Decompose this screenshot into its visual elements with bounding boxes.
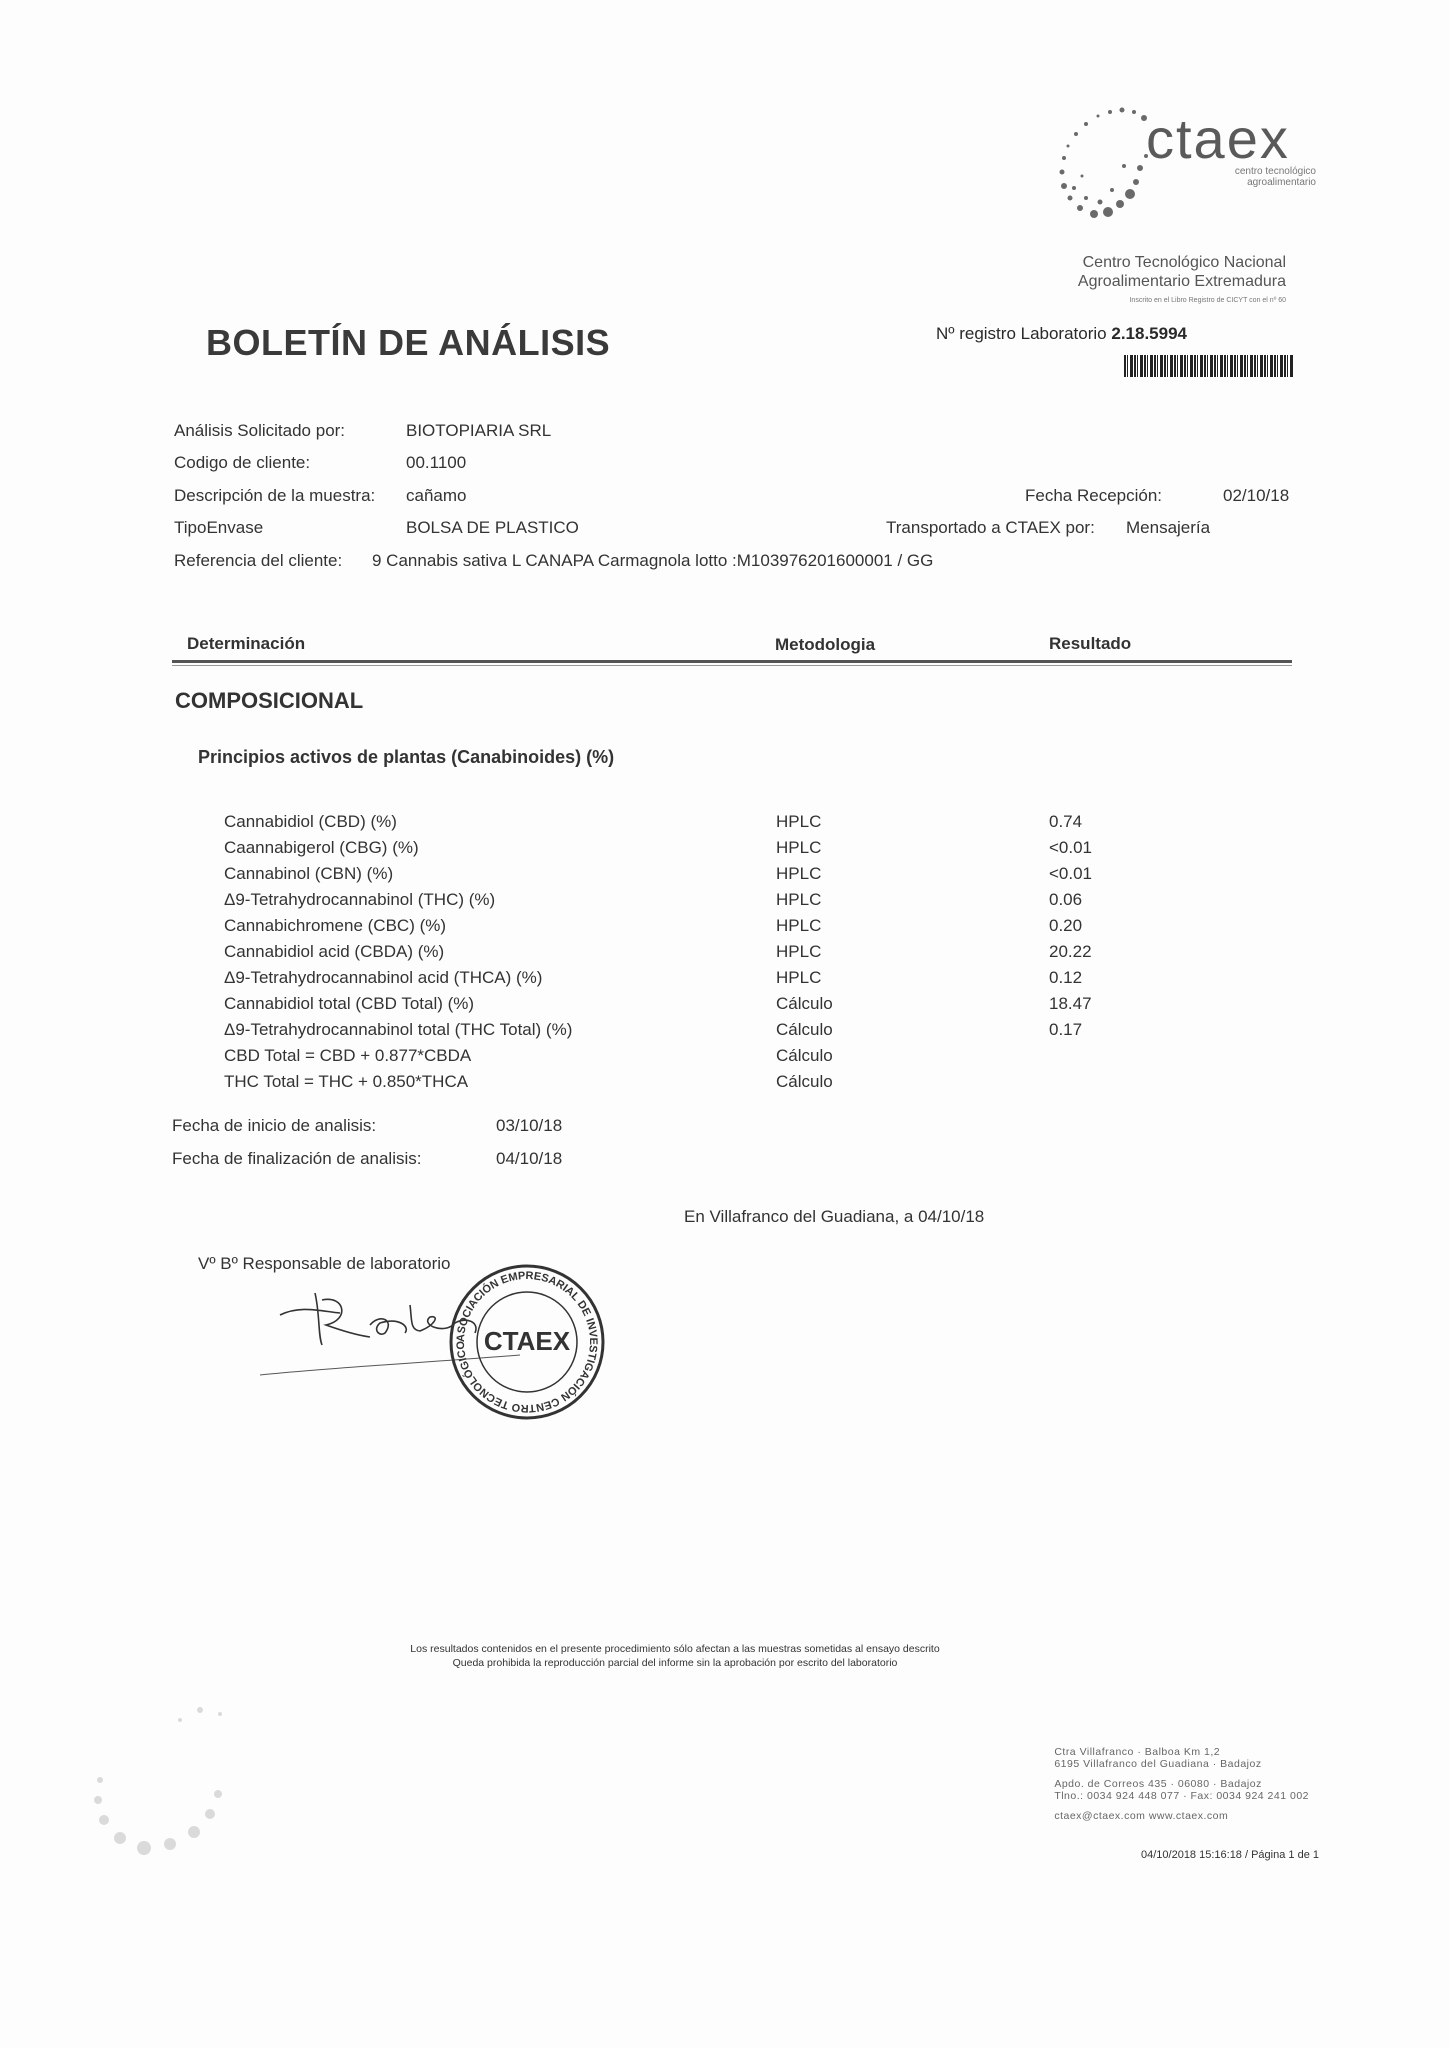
- lugar-fecha: En Villafranco del Guadiana, a 04/10/18: [684, 1207, 985, 1226]
- col-resultado: Resultado: [1049, 634, 1132, 653]
- row-method: HPLC: [776, 916, 822, 935]
- registro-label: Nº registro Laboratorio: [936, 324, 1107, 343]
- row-name: Cannabichromene (CBC) (%): [224, 916, 447, 935]
- barcode-icon: [1124, 355, 1294, 377]
- transporte-value: Mensajería: [1126, 518, 1211, 537]
- codigo-value: 00.1100: [406, 453, 467, 472]
- table-row: [0, 864, 1449, 890]
- row-result: <0.01: [1049, 838, 1093, 857]
- table-row: [0, 942, 1449, 968]
- table-row: [0, 812, 1449, 838]
- row-name: Δ9-Tetrahydrocannabinol acid (THCA) (%): [224, 968, 543, 987]
- row-result: <0.01: [1049, 864, 1093, 883]
- descripcion-value: cañamo: [406, 486, 467, 505]
- row-result: 0.17: [1049, 1020, 1083, 1039]
- table-row: [0, 890, 1449, 916]
- row-method: Cálculo: [776, 994, 833, 1013]
- descripcion-label: Descripción de la muestra:: [174, 486, 376, 505]
- header-rule: [172, 660, 1292, 663]
- row-name: Caannabigerol (CBG) (%): [224, 838, 419, 857]
- envase-label: TipoEnvase: [174, 518, 264, 537]
- row-name: Cannabidiol (CBD) (%): [224, 812, 397, 831]
- signature-label: Vº Bº Responsable de laboratorio: [198, 1254, 451, 1273]
- subsection-title: Principios activos de plantas (Canabinoides) (%): [198, 747, 615, 767]
- fin-value: 04/10/18: [496, 1149, 563, 1168]
- row-result: 0.12: [1049, 968, 1083, 987]
- row-result: 20.22: [1049, 942, 1092, 961]
- fin-label: Fecha de finalización de analisis:: [172, 1149, 422, 1168]
- stamp-ring-text: ASOCIACIÓN EMPRESARIAL DE INVESTIGACIÓN CENTRO TECNOLÓGICO: [454, 1269, 600, 1415]
- referencia-value: 9 Cannabis sativa L CANAPA Carmagnola lotto :M103976201600001 / GG: [372, 551, 934, 570]
- row-name: Cannabidiol total (CBD Total) (%): [224, 994, 475, 1013]
- row-method: Cálculo: [776, 1020, 833, 1039]
- address: Ctra Villafranco · Balboa Km 1,2 6195 Villafranco del Guadiana · Badajoz Apdo. de Correos 435 · 06080 · Badajoz Tlno.: 0034 924 448 077 · Fax: 0034 924 241 002 ctaex@ctaex.com www.ctaex.com: [1054, 1746, 1309, 1822]
- row-name: CBD Total = CBD + 0.877*CBDA: [224, 1046, 472, 1065]
- row-result: 0.74: [1049, 812, 1083, 831]
- row-name: Δ9-Tetrahydrocannabinol (THC) (%): [224, 890, 496, 909]
- envase-value: BOLSA DE PLASTICO: [406, 518, 579, 537]
- col-metodologia: Metodologia: [775, 635, 876, 654]
- fecha-recepcion-label: Fecha Recepción:: [1025, 486, 1163, 505]
- col-determinacion: Determinación: [187, 634, 306, 653]
- row-result: 18.47: [1049, 994, 1092, 1013]
- row-method: Cálculo: [776, 1046, 833, 1065]
- row-method: HPLC: [776, 864, 822, 883]
- table-row: [0, 1046, 1449, 1072]
- referencia-label: Referencia del cliente:: [174, 551, 343, 570]
- table-row: [0, 1072, 1449, 1098]
- row-name: THC Total = THC + 0.850*THCA: [224, 1072, 469, 1091]
- solicitado-label: Análisis Solicitado por:: [174, 421, 346, 440]
- solicitado-value: BIOTOPIARIA SRL: [406, 421, 552, 440]
- registro-value: 2.18.5994: [1111, 324, 1187, 343]
- row-method: HPLC: [776, 838, 822, 857]
- codigo-label: Codigo de cliente:: [174, 453, 311, 472]
- logo-dots-icon: [1040, 100, 1160, 230]
- section-title: COMPOSICIONAL: [175, 688, 364, 713]
- stamp-text: CTAEX: [483, 1326, 571, 1356]
- row-method: Cálculo: [776, 1072, 833, 1091]
- header-rule-thin: [172, 665, 1292, 666]
- page-info: 04/10/2018 15:16:18 / Página 1 de 1: [1141, 1849, 1319, 1861]
- row-name: Cannabidiol acid (CBDA) (%): [224, 942, 445, 961]
- watermark-dots-icon: [70, 1690, 270, 1870]
- row-method: HPLC: [776, 812, 822, 831]
- inicio-label: Fecha de inicio de analisis:: [172, 1116, 377, 1135]
- row-method: HPLC: [776, 942, 822, 961]
- row-name: Δ9-Tetrahydrocannabinol total (THC Total) (%): [224, 1020, 573, 1039]
- table-row: [0, 838, 1449, 864]
- logo-tagline: centro tecnológico agroalimentario: [1234, 166, 1316, 188]
- row-method: HPLC: [776, 890, 822, 909]
- row-result: 0.06: [1049, 890, 1083, 909]
- center-name: Centro Tecnológico Nacional Agroalimentario Extremadura Inscrito en el Libro Registro de CICYT con el nº 60: [1077, 254, 1286, 304]
- table-row: [0, 968, 1449, 994]
- disclaimer: Los resultados contenidos en el presente procedimiento sólo afectan a las muestras sometidas al ensayo descrito Queda prohibida la reproducción parcial del informe sin la aprobación por escrito del laboratorio: [410, 1643, 940, 1669]
- row-name: Cannabinol (CBN) (%): [224, 864, 394, 883]
- row-result: 0.20: [1049, 916, 1083, 935]
- table-row: [0, 994, 1449, 1020]
- inicio-value: 03/10/18: [496, 1116, 563, 1135]
- page-title: BOLETÍN DE ANÁLISIS: [206, 322, 611, 363]
- table-row: [0, 916, 1449, 942]
- transporte-label: Transportado a CTAEX por:: [886, 518, 1095, 537]
- fecha-recepcion-value: 02/10/18: [1223, 486, 1290, 505]
- lab-stamp: [447, 1262, 607, 1422]
- table-row: [0, 1020, 1449, 1046]
- logo-text: ctaex: [1146, 107, 1290, 170]
- registro: [936, 324, 1187, 344]
- row-method: HPLC: [776, 968, 822, 987]
